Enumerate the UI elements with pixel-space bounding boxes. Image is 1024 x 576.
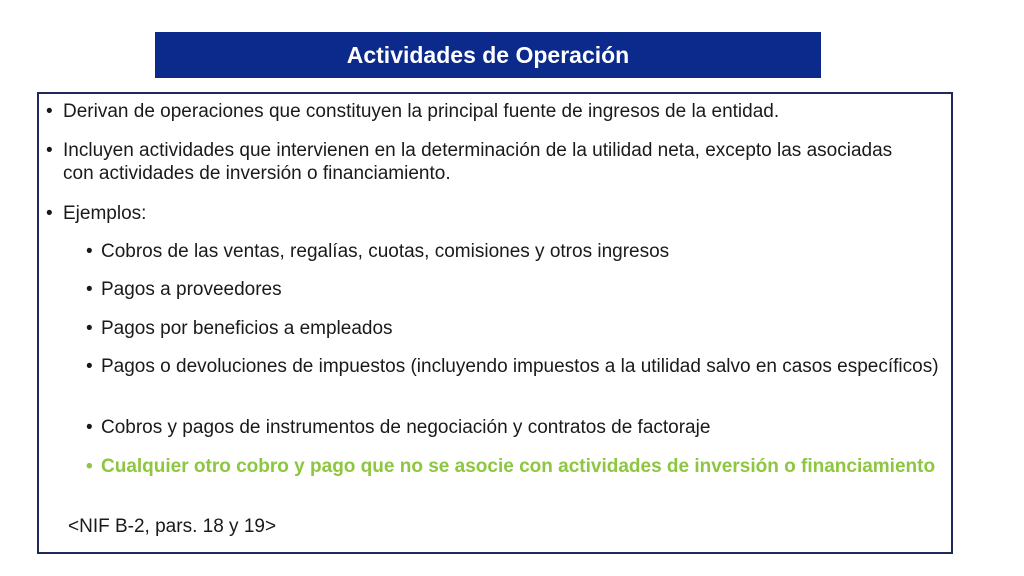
bullet-icon: • [86,241,93,262]
bullet-icon: • [46,140,53,161]
bullet-text: Incluyen actividades que intervienen en la determinación de la utilidad neta, excepto las asociadas con actividades de inversión o financiamiento. [63,140,893,184]
example-text: Pagos por beneficios a empleados [101,318,393,339]
bullet-text: Derivan de operaciones que constituyen la principal fuente de ingresos de la entidad. [63,101,780,122]
slide-title-bar [155,32,821,78]
example-text: Pagos o devoluciones de impuestos (incluyendo impuestos a la utilidad salvo en casos específicos) [101,356,939,377]
bullet-icon: • [86,318,93,339]
example-text: Cobros y pagos de instrumentos de negociación y contratos de factoraje [101,417,711,438]
bullet-item [46,202,916,225]
bullet-icon: • [86,456,93,477]
reference-note: <NIF B-2, pars. 18 y 19> [68,516,277,537]
bullet-text: Ejemplos: [63,203,147,224]
content-box [37,92,953,554]
example-text: Cobros de las ventas, regalías, cuotas, comisiones y otros ingresos [101,241,670,262]
bullet-icon: • [46,203,53,224]
bullet-icon: • [46,101,53,122]
example-text: Cualquier otro cobro y pago que no se asocie con actividades de inversión o financiamiento [101,456,936,477]
example-item [86,317,946,340]
example-item [86,416,946,439]
example-item [86,240,946,263]
example-item [86,355,946,378]
bullet-icon: • [86,417,93,438]
example-text: Pagos a proveedores [101,279,282,300]
slide-title: Actividades de Operación [346,41,630,68]
bullet-item [46,139,916,185]
bullet-icon: • [86,356,93,377]
bullet-item [46,100,916,123]
example-item [86,278,946,301]
bullet-icon: • [86,279,93,300]
example-item-highlight [86,455,946,478]
